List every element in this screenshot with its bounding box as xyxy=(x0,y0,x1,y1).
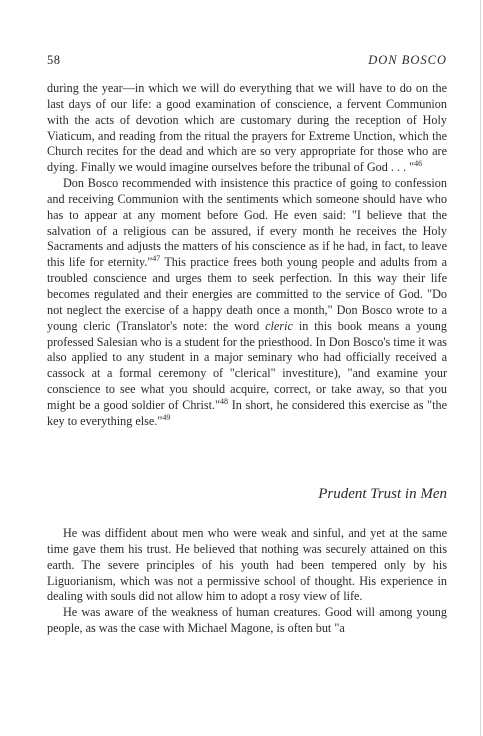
body-text-top xyxy=(47,81,447,430)
section-heading: Prudent Trust in Men xyxy=(318,486,447,502)
text-run: He was diffident about men who were weak and sinful, and yet at the same time gave them his trust. He believed that nothing was securely attained on this earth. The severe principles of his youth had been tempered only by his Liguorianism, which was not a permissive school of thought. His experience in dealing with souls did not allow him to adopt a rosy view of life. xyxy=(47,526,447,604)
text-run: This practice frees both young people and adults from a troubled conscience and urges them to seek perfection. In this way their life becomes regulated and their energies are committed to the service of God. "Do not neglect the exercise of a happy death once a month," Don Bosco wrote to a young cleric (Translator's note: the word xyxy=(47,255,447,333)
text-run: In short, he considered this exercise as "the key to everything else." xyxy=(47,397,447,428)
italic-term: cleric xyxy=(265,318,293,333)
text-run: during the year—in which we will do everything that we will have to do on the last days of our life: a good examination of conscience, a fervent Communion with the acts of devotion which are customary during the reception of Holy Viaticum, and reading from the ritual the prayers for Extreme Unction, which the Church recites for the dead and which are so very appropriate for those who are dying. Finally we would imagine ourselves before the tribunal of God . . . " xyxy=(47,81,447,175)
page-number: 58 xyxy=(47,53,61,67)
running-head: DON BOSCO xyxy=(368,53,447,67)
paragraph xyxy=(47,176,447,430)
footnote-ref: 49 xyxy=(162,412,171,422)
text-run: Don Bosco recommended with insistence this practice of going to confession and receiving Communion with the sentiments which someone should have who has to appear at any moment before God. He even said: "I believe that the salvation of a religious can be assured, if every month he receives the Holy Sacraments and adjusts the matters of his conscience as if he had, in fact, to leave this life for eternity." xyxy=(47,176,447,270)
text-run: in this book means a young professed Salesian who is a student for the priesthood. In Don Bosco's time it was also applied to any student in a major seminary who had officially received a cassock at a formal ceremony of "clerical" investiture), "and examine your conscience to see what you should acquire, correct, or take away, so that you might be a good soldier of Christ." xyxy=(47,318,447,412)
paragraph xyxy=(47,526,447,605)
body-text-bottom xyxy=(47,526,447,637)
paragraph xyxy=(47,81,447,176)
page-edge-line xyxy=(480,0,481,736)
text-run: He was aware of the weakness of human creatures. Good will among young people, as was the case with Michael Magone, is often but "a xyxy=(47,605,447,636)
footnote-ref: 47 xyxy=(152,254,161,264)
footnote-ref: 48 xyxy=(220,396,229,406)
page-header xyxy=(47,53,447,71)
paragraph xyxy=(47,605,447,637)
footnote-ref: 46 xyxy=(414,159,423,169)
